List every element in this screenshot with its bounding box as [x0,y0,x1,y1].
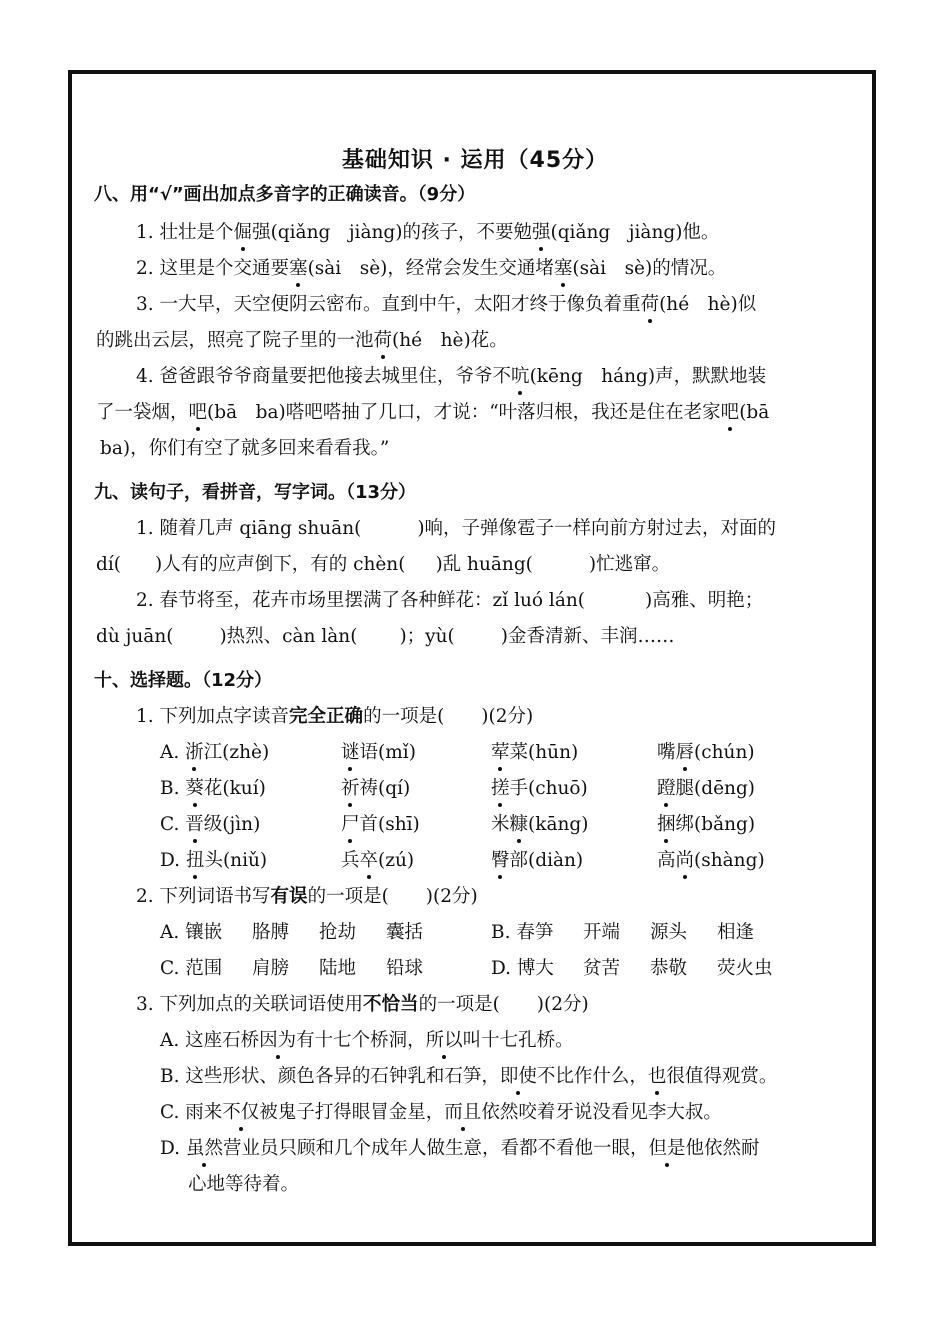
option-d-4: 高尚(shàng) [657,848,765,874]
option-c-4: 捆绑(bǎng) [657,812,755,838]
s8-question-4-line-1: 4. 爸爸跟爷爷商量要把他接去城里住，爷爷不吭(kēng háng)声，默默地装 [136,364,766,390]
word-c-1: C. 范围 [160,958,223,979]
word-a-3: 抢劫 [319,922,357,943]
option-d-3: 臀部(diàn) [491,848,583,874]
option-d-2: 兵卒(zú) [341,848,414,874]
word-b-4: 相逢 [717,922,755,943]
word-c-3: 陆地 [319,958,357,979]
s9-line-2: dí( )人有的应声倒下，有的 chèn( )乱 huāng( )忙逃窜。 [96,554,671,575]
s10-q3-option-a: A. 这座石桥因为有十七个桥洞，所以叫十七孔桥。 [160,1028,574,1054]
option-a-1: A. 浙江(zhè) [160,740,269,766]
s9-line-1: 1. 随着几声 qiāng shuān( )响，子弹像雹子一样向前方射过去，对面的 [136,518,777,539]
option-d-1: D. 扭头(niǔ) [160,848,267,874]
word-b-2: 开端 [583,922,621,943]
s10-question-3: 3. 下列加点的关联词语使用不恰当的一项是( )(2分) [136,994,589,1015]
word-b-1: B. 春笋 [491,922,554,943]
option-c-3: 米糠(kāng) [491,812,588,838]
s8-question-4-line-3: ba)，你们有空了就多回来看看我。” [100,438,390,459]
s8-question-2: 2. 这里是个交通要塞(sài sè)，经常会发生交通堵塞(sài sè)的情况。 [136,256,726,282]
option-b-4: 蹬腿(dēng) [657,776,755,802]
s10-q3-option-c: C. 雨来不仅被鬼子打得眼冒金星，而且依然咬着牙说没看见李大叔。 [160,1100,722,1126]
word-d-1: D. 博大 [491,958,554,979]
option-b-3: 搓手(chuō) [491,776,588,802]
s8-question-3-line-2: 的跳出云层，照亮了院子里的一池荷(hé hè)花。 [96,328,508,354]
s10-q3-option-b: B. 这些形状、颜色各异的石钟乳和石笋，即使不比作什么，也很值得观赏。 [160,1064,777,1090]
option-c-2: 尸首(shī) [341,812,420,838]
word-a-2: 胳膊 [252,922,290,943]
option-b-2: 祈祷(qí) [341,776,410,802]
s10-q3-option-d-line-2: 心地等待着。 [188,1174,300,1195]
s8-question-3-line-1: 3. 一大早，天空便阴云密布。直到中午，太阳才终于像负着重荷(hé hè)似 [136,292,756,318]
option-c-1: C. 晋级(jìn) [160,812,260,838]
word-a-1: A. 镶嵌 [160,922,223,943]
page-title: 基础知识 · 运用（45分） [341,148,609,173]
word-a-4: 囊括 [386,922,424,943]
word-d-2: 贫苦 [583,958,621,979]
section-8-heading: 八、用“√”画出加点多音字的正确读音。（9分） [94,184,476,205]
section-9-heading: 九、读句子，看拼音，写字词。（13分） [94,482,417,503]
s10-question-2: 2. 下列词语书写有误的一项是( )(2分) [136,886,478,907]
section-10-heading: 十、选择题。（12分） [94,670,273,691]
word-c-2: 肩膀 [252,958,290,979]
option-b-1: B. 葵花(kuí) [160,776,266,802]
word-c-4: 铅球 [386,958,424,979]
s10-question-1: 1. 下列加点字读音完全正确的一项是( )(2分) [136,706,534,727]
word-d-4: 荧火虫 [717,958,773,979]
s9-line-3: 2. 春节将至，花卉市场里摆满了各种鲜花：zǐ luó lán( )高雅、明艳； [136,590,764,611]
option-a-3: 荤菜(hūn) [491,740,578,766]
option-a-2: 谜语(mǐ) [341,740,416,766]
s8-question-1: 1. 壮壮是个倔强(qiǎng jiàng)的孩子，不要勉强(qiǎng jiàng)他。 [136,220,719,246]
word-b-3: 源头 [650,922,688,943]
s8-question-4-line-2: 了一袋烟，吧(bā ba)嗒吧嗒抽了几口，才说：“叶落归根，我还是住在老家吧(bā [96,400,769,426]
option-a-4: 嘴唇(chún) [657,740,755,766]
word-d-3: 恭敬 [650,958,688,979]
s9-line-4: dù juān( )热烈、càn làn( )；yù( )金香清新、丰润…… [96,626,675,647]
s10-q3-option-d-line-1: D. 虽然营业员只顾和几个成年人做生意，看都不看他一眼，但是他依然耐 [160,1136,760,1162]
